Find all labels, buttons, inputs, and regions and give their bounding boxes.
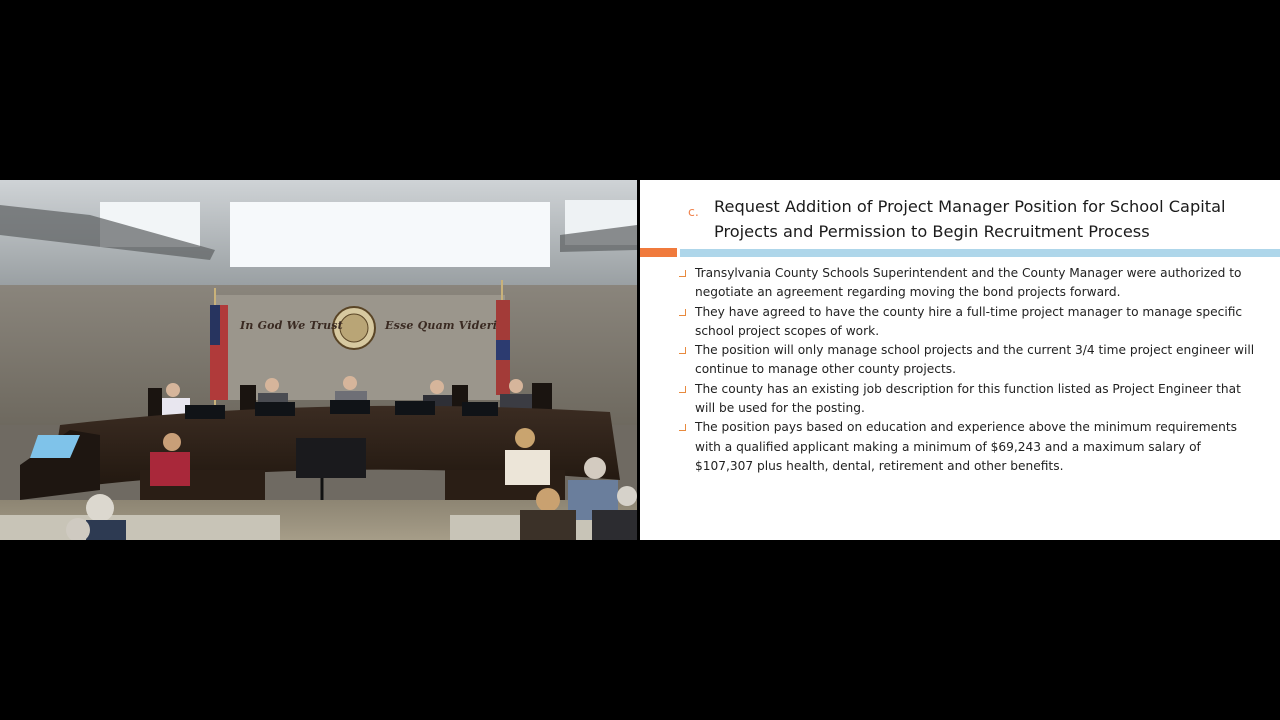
bullet-item <box>677 264 1257 303</box>
wall-motto-right: Esse Quam Videri <box>385 319 498 332</box>
bullet-text: They have agreed to have the county hire a full-time project manager to manage specific school project scopes of work. <box>695 304 1243 338</box>
bullet-text: Transylvania County Schools Superintendent and the County Manager were authorized to negotiate an agreement regarding moving the bond projects forward. <box>695 266 1242 300</box>
bullet-item <box>677 380 1257 419</box>
title-divider <box>640 248 1280 257</box>
bullet-text: The position will only manage school projects and the current 3/4 time project engineer will continue to manage other county projects. <box>695 343 1255 377</box>
bullet-marker-icon <box>679 386 686 393</box>
slide-title-marker: c. <box>688 204 699 219</box>
bullet-text: The county has an existing job description for this function listed as Project Engineer that will be used for the posting. <box>695 381 1241 416</box>
slide-title <box>690 194 1250 244</box>
divider-accent-blue <box>680 249 1280 257</box>
meeting-video-feed <box>0 180 637 540</box>
bullet-marker-icon <box>679 270 686 277</box>
bullet-item <box>677 418 1257 476</box>
presentation-slide <box>640 180 1280 540</box>
slide-title-text: Request Addition of Project Manager Position for School Capital Projects and Permission to Begin Recruitment Process <box>714 197 1226 241</box>
bullet-marker-icon <box>679 424 686 431</box>
divider-accent-orange <box>640 248 677 257</box>
meeting-room-scene <box>0 180 637 540</box>
bullet-text: The position pays based on education and experience above the minimum requirements with a qualified applicant making a minimum of $69,243 and a maximum salary of $107,307 plus health, dental, retirement and other benefits. <box>695 420 1238 473</box>
bullet-item <box>677 303 1257 342</box>
bullet-marker-icon <box>679 309 686 316</box>
slide-bullet-list <box>677 264 1257 476</box>
bullet-item <box>677 341 1257 380</box>
wall-motto-left: In God We Trust <box>240 319 343 332</box>
bullet-marker-icon <box>679 347 686 354</box>
